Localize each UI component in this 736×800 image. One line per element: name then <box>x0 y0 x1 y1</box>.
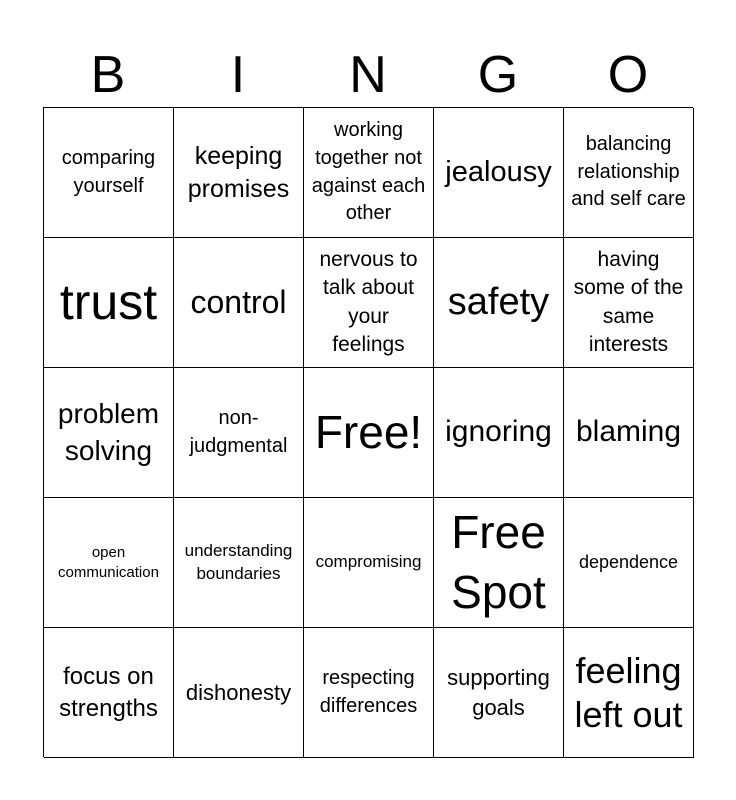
bingo-cell[interactable] <box>564 368 694 498</box>
header-letter-g: G <box>477 46 519 104</box>
bingo-cell[interactable] <box>434 368 564 498</box>
bingo-header <box>43 44 693 106</box>
bingo-cell[interactable] <box>44 108 174 238</box>
cell-label: Free! <box>314 405 423 458</box>
cell-label: understanding boundaries <box>184 541 293 583</box>
bingo-cell[interactable] <box>564 238 694 368</box>
cell-label: focus on strengths <box>59 663 158 722</box>
cell-label: non-judgmental <box>189 406 288 457</box>
cell-label: nervous to talk about your feelings <box>319 247 418 356</box>
bingo-cell[interactable] <box>304 628 434 758</box>
cell-label: feeling left out <box>574 650 683 735</box>
bingo-cell[interactable] <box>174 108 304 238</box>
cell-label: safety <box>447 280 550 323</box>
bingo-cell[interactable] <box>304 108 434 238</box>
bingo-cell[interactable] <box>174 238 304 368</box>
bingo-cell[interactable] <box>304 368 434 498</box>
cell-label: blaming <box>575 415 682 449</box>
header-letter-o: O <box>607 46 649 104</box>
bingo-board <box>43 107 693 757</box>
bingo-cell[interactable] <box>434 108 564 238</box>
cell-label: comparing yourself <box>61 146 156 197</box>
bingo-cell[interactable] <box>44 498 174 628</box>
cell-label: control <box>190 284 287 321</box>
cell-label: having some of the same interests <box>573 247 684 356</box>
header-letter-b: B <box>90 46 126 104</box>
header-letter-i: I <box>230 46 246 104</box>
bingo-cell[interactable] <box>434 628 564 758</box>
cell-label: working together not against each other <box>311 119 426 225</box>
bingo-cell[interactable] <box>44 368 174 498</box>
cell-label: ignoring <box>445 415 552 449</box>
bingo-cell[interactable] <box>434 238 564 368</box>
bingo-cell[interactable] <box>44 628 174 758</box>
cell-label: jealousy <box>445 155 552 188</box>
bingo-cell[interactable] <box>174 368 304 498</box>
bingo-cell[interactable] <box>564 108 694 238</box>
bingo-cell[interactable] <box>174 498 304 628</box>
cell-label: supporting goals <box>447 664 550 720</box>
cell-label: dishonesty <box>185 679 292 705</box>
bingo-cell[interactable] <box>564 498 694 628</box>
bingo-cell[interactable] <box>44 238 174 368</box>
bingo-cell[interactable] <box>304 498 434 628</box>
cell-label: balancing relationship and self care <box>571 133 686 211</box>
cell-label: respecting differences <box>319 666 418 717</box>
cell-label: keeping promises <box>187 142 290 203</box>
bingo-cell[interactable] <box>174 628 304 758</box>
bingo-cell[interactable] <box>564 628 694 758</box>
cell-label: Free Spot <box>451 505 546 618</box>
cell-label: problem solving <box>57 398 160 466</box>
cell-label: trust <box>59 274 158 330</box>
header-letter-n: N <box>349 46 387 104</box>
bingo-cell[interactable] <box>434 498 564 628</box>
cell-label: dependence <box>578 551 679 572</box>
bingo-cell[interactable] <box>304 238 434 368</box>
cell-label: compromising <box>315 552 422 572</box>
cell-label: open communication <box>58 544 159 581</box>
